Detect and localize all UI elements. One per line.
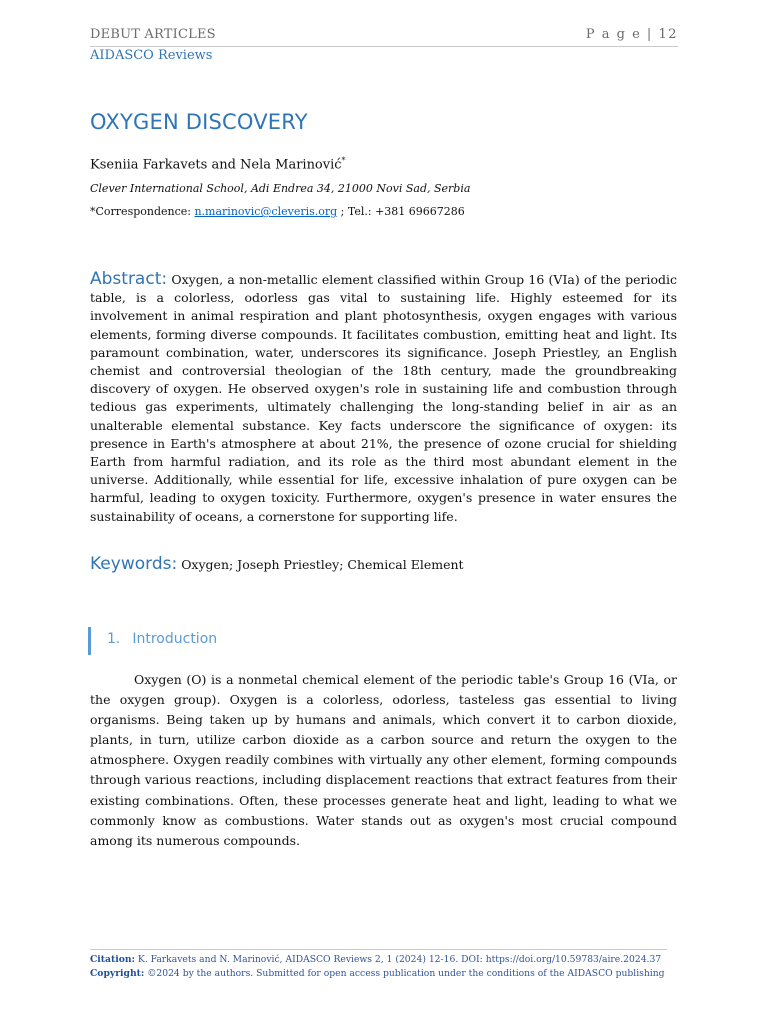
citation-label: Citation: xyxy=(90,954,135,965)
keywords-text: Oxygen; Joseph Priestley; Chemical Element xyxy=(181,557,464,572)
affiliation: Clever International School, Adi Endrea 34, 21000 Novi Sad, Serbia xyxy=(90,182,471,195)
page-footer xyxy=(90,949,667,981)
correspondence-label: *Correspondence: xyxy=(90,205,195,218)
section-title: Introduction xyxy=(132,631,218,647)
introduction-heading xyxy=(88,627,217,655)
keywords-label: Keywords: xyxy=(90,554,178,574)
email-link[interactable]: n.marinovic@cleveris.org xyxy=(194,205,338,218)
telephone: ; Tel.: +381 69667286 xyxy=(337,205,465,218)
correspondence xyxy=(90,205,465,218)
section-number: 1. xyxy=(107,631,121,647)
authors xyxy=(90,156,346,172)
copyright xyxy=(90,967,667,981)
article-title: OXYGEN DISCOVERY xyxy=(90,110,308,134)
journal-name: AIDASCO Reviews xyxy=(90,48,213,63)
copyright-label: Copyright: xyxy=(90,968,145,979)
keywords xyxy=(90,554,464,574)
author-names: Kseniia Farkavets and Nela Marinović xyxy=(90,157,342,173)
section-label: DEBUT ARTICLES xyxy=(90,27,216,42)
citation xyxy=(90,953,667,967)
page-header xyxy=(90,27,678,47)
copyright-text: ©2024 by the authors. Submitted for open access publication under the conditions of the AIDASCO publishing xyxy=(144,968,665,979)
introduction-paragraph: Oxygen (O) is a nonmetal chemical element of the periodic table's Group 16 (VIa, or the oxygen group). Oxygen is a colorless, odorless, tasteless gas essential to living organisms. Being taken up by humans and animals, which convert it to carbon dioxide, plants, in turn, utilize carbon dioxide as a carbon source and return the oxygen to the atmosphere. Oxygen readily combines with virtually any other element, forming compounds through various reactions, including displacement reactions that extract features from their existing combinations. Often, these processes generate heat and light, leading to what we commonly know as combustions. Water stands out as oxygen's most crucial compound among its numerous compounds. xyxy=(90,672,677,848)
abstract xyxy=(90,270,677,526)
citation-text: K. Farkavets and N. Marinović, AIDASCO Reviews 2, 1 (2024) 12-16. DOI: https://doi.org/10.59783/aire.2024.37 xyxy=(134,954,662,965)
abstract-text: Oxygen, a non-metallic element classified within Group 16 (VIa) of the periodic table, is a colorless, odorless gas vital to sustaining life. Highly esteemed for its involvement in animal respiration and plant photosynthesis, oxygen engages with various elements, forming diverse compounds. It facilitates combustion, emitting heat and light. Its paramount combination, water, underscores its significance. Joseph Priestley, an English chemist and controversial theologian of the 18th century, made the groundbreaking discovery of oxygen. He observed oxygen's role in sustaining life and combustion through tedious gas experiments, ultimately challenging the long-standing belief in air as an unalterable elemental substance. Key facts underscore the significance of oxygen: its presence in Earth's atmosphere at about 21%, the presence of ozone crucial for shielding Earth from harmful radiation, and its role as the third most abundant element in the universe. Additionally, while essential for life, excessive inhalation of pure oxygen can be harmful, leading to oxygen toxicity. Furthermore, oxygen's presence in water ensures the sustainability of oceans, a cornerstone for supporting life. xyxy=(90,272,677,524)
page-number: P a g e | 12 xyxy=(585,27,678,42)
abstract-label: Abstract: xyxy=(90,269,168,289)
corresponding-mark: * xyxy=(341,156,346,165)
